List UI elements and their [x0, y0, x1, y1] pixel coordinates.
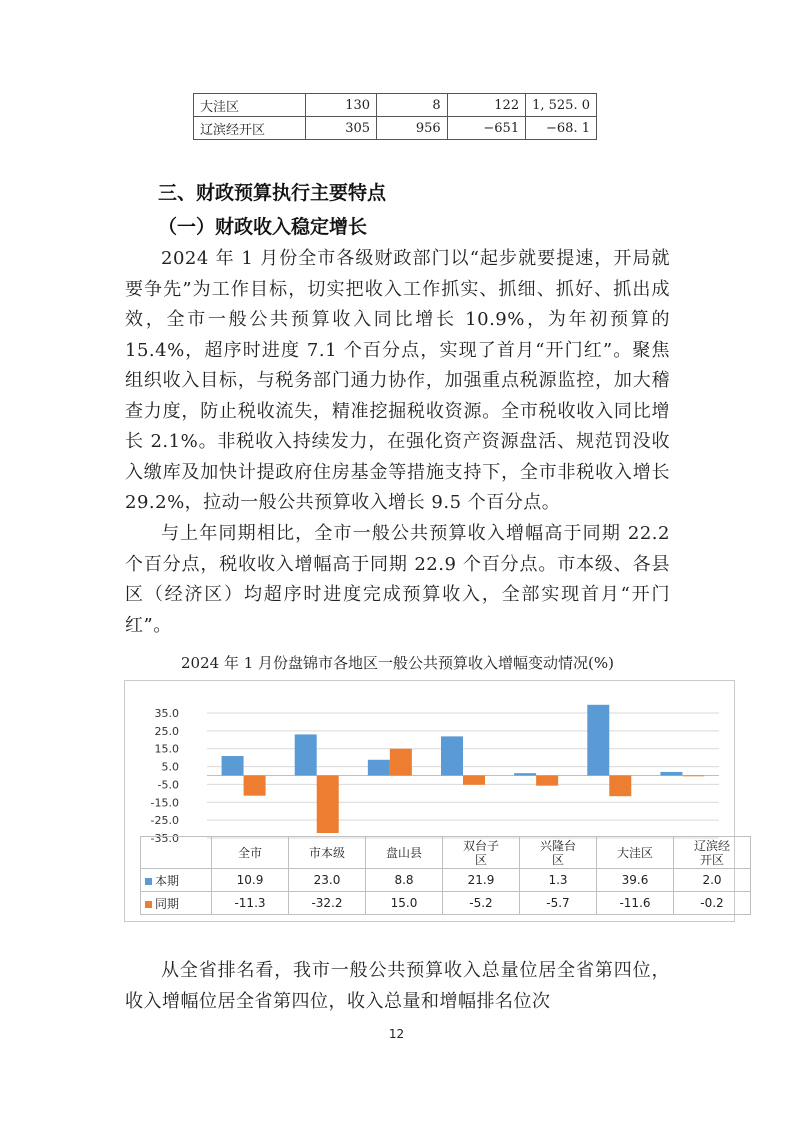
category-label: 辽滨经 开区 [674, 837, 751, 869]
y-tick-label: 25.0 [154, 724, 179, 738]
bar-current-3 [441, 736, 463, 775]
value-cell: 956 [377, 117, 448, 140]
value-cell: 305 [306, 117, 377, 140]
category-label: 双台子 区 [443, 837, 520, 869]
category-label: 全市 [212, 837, 289, 869]
data-label: 8.8 [366, 869, 443, 892]
legend-swatch [145, 878, 152, 885]
paragraph-3: 从全省排名看，我市一般公共预算收入总量位居全省第四位，收入增幅位居全省第四位，收入总量和增幅排名位次 [125, 960, 670, 1012]
data-label: 2.0 [674, 869, 751, 892]
bar-prior-3 [463, 776, 485, 785]
y-tick-label: -25.0 [150, 814, 179, 828]
chart-data-table [140, 836, 751, 915]
value-cell: −68. 1 [526, 117, 597, 140]
y-tick-label: -35.0 [150, 832, 179, 845]
data-label: 21.9 [443, 869, 520, 892]
value-cell: 130 [306, 94, 377, 117]
page-number: 12 [388, 1027, 405, 1041]
bar-prior-1 [317, 776, 339, 834]
value-cell: −651 [447, 117, 525, 140]
bar-current-0 [222, 756, 244, 775]
table-row [194, 117, 597, 140]
y-tick-label: -5.0 [157, 778, 179, 792]
y-tick-label: 5.0 [161, 760, 179, 774]
data-label: -5.2 [443, 892, 520, 915]
y-tick-label: 35.0 [154, 707, 179, 720]
data-label: -5.7 [520, 892, 597, 915]
data-label: -11.3 [212, 892, 289, 915]
data-label: -32.2 [289, 892, 366, 915]
bar-current-6 [660, 772, 682, 776]
data-label: 23.0 [289, 869, 366, 892]
paragraph-2: 与上年同期相比，全市一般公共预算收入增幅高于同期 22.2 个百分点，税收收入增幅高于同期 22.9 个百分点。市本级、各县区（经济区）均超序时进度完成预算收入，全部实现首月“开门红”。 [125, 523, 670, 636]
legend-entry [141, 892, 212, 915]
category-label: 盘山县 [366, 837, 443, 869]
y-tick-label: -15.0 [150, 796, 179, 810]
bar-current-1 [295, 734, 317, 775]
category-label: 兴隆台 区 [520, 837, 597, 869]
bar-current-5 [587, 705, 609, 776]
category-label: 大洼区 [597, 837, 674, 869]
legend-entry [141, 869, 212, 892]
series-name: 同期 [155, 896, 180, 911]
bar-current-4 [514, 773, 536, 775]
chart-title: 2024 年 1 月份盘锦市各地区一般公共预算收入增幅变动情况(%) [181, 654, 614, 672]
value-cell: 122 [447, 94, 525, 117]
bar-prior-6 [682, 776, 704, 777]
bar-current-2 [368, 760, 390, 776]
section-heading: 三、财政预算执行主要特点 [158, 182, 387, 204]
category-row [141, 837, 751, 869]
bar-prior-0 [244, 776, 266, 796]
bar-prior-2 [390, 749, 412, 776]
legend-swatch [145, 901, 152, 908]
y-tick-label: 15.0 [154, 742, 179, 756]
table-row [194, 94, 597, 117]
data-label: -0.2 [674, 892, 751, 915]
value-cell: 1, 525. 0 [526, 94, 597, 117]
bar-prior-5 [609, 776, 631, 797]
corner-cell [141, 837, 212, 869]
series-row [141, 892, 751, 915]
value-cell: 8 [377, 94, 448, 117]
data-label: 1.3 [520, 869, 597, 892]
data-label: 15.0 [366, 892, 443, 915]
data-label: -11.6 [597, 892, 674, 915]
series-row [141, 869, 751, 892]
region-cell: 辽滨经开区 [194, 117, 306, 140]
series-name: 本期 [155, 873, 180, 888]
data-label: 39.6 [597, 869, 674, 892]
data-label: 10.9 [212, 869, 289, 892]
category-label: 市本级 [289, 837, 366, 869]
subsection-heading: （一）财政收入稳定增长 [158, 216, 368, 238]
paragraph-1: 2024 年 1 月份全市各级财政部门以“起步就要提速，开局就要争先”为工作目标，切实把收入工作抓实、抓细、抓好、抓出成效，全市一般公共预算收入同比增长 10.9%，为年初预算的 15.4%，超序时进度 7.1 个百分点，实现了首月“开门红”。聚焦组织收入目标，与税务部门通力协作，加强重点税源监控，加大稽查力度，防止税收流失，精准挖掘税收资源。全市税收收入同比增长 2.1%。非税收入持续发力，在强化资产资源盘活、规范罚没收入缴库及加快计提政府住房基金等措施支持下，全市非税收入增长 29.2%，拉动一般公共预算收入增长 9.5 个百分点。 [125, 248, 670, 513]
bar-prior-4 [536, 776, 558, 786]
region-table [193, 93, 597, 140]
region-cell: 大洼区 [194, 94, 306, 117]
